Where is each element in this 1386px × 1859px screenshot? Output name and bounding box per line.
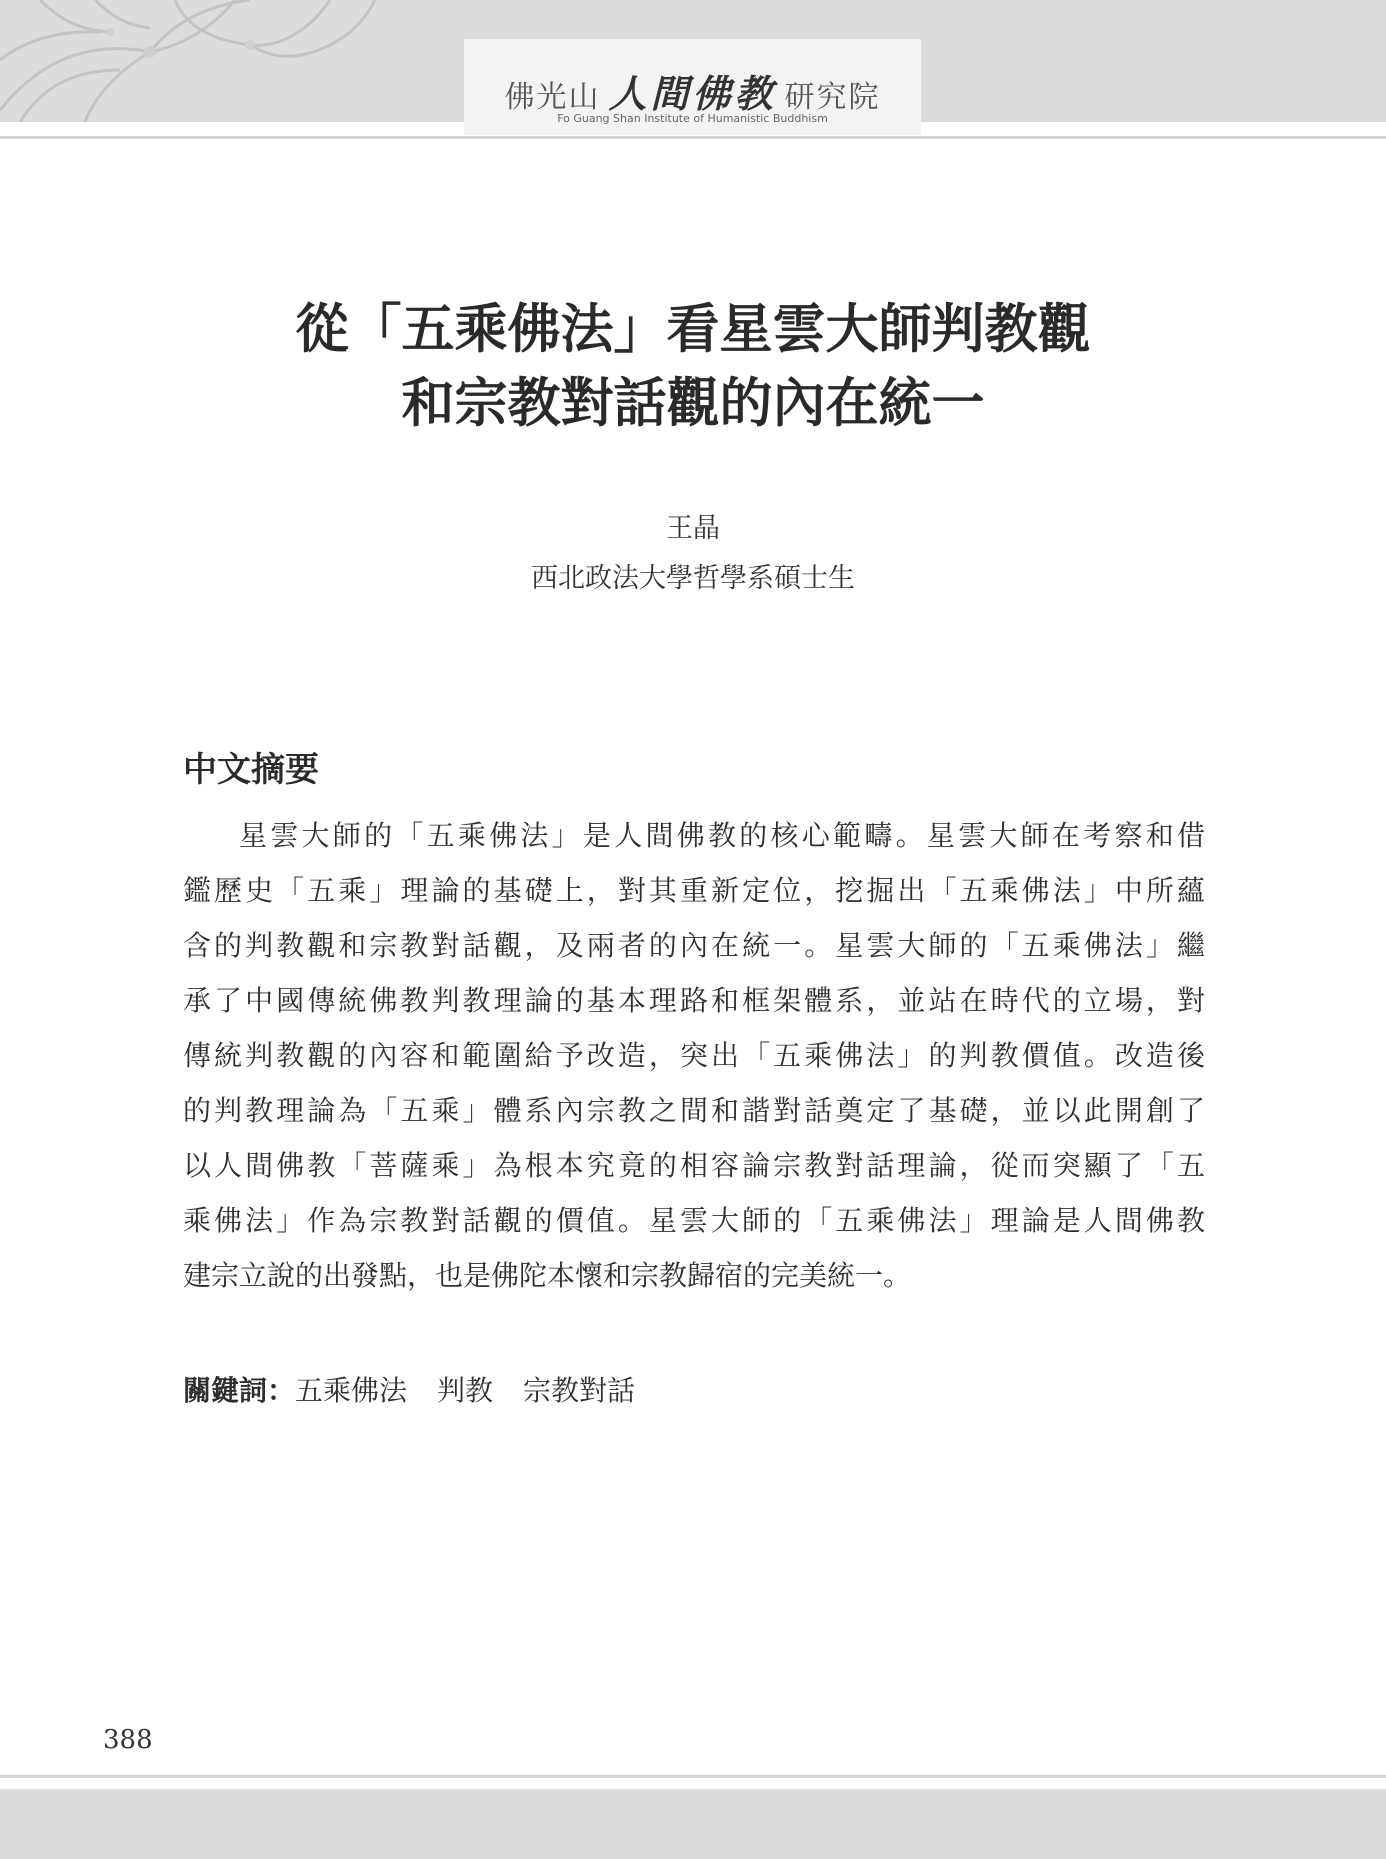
keywords-label: 關鍵詞： <box>183 1374 296 1407</box>
institute-logo <box>464 39 921 135</box>
abstract-line: 的判教理論為「五乘」體系內宗教之間和諧對話奠定了基礎，並以此開創了 <box>183 1094 1205 1127</box>
author-name: 王晶 <box>666 513 720 544</box>
abstract-line: 建宗立說的出發點，也是佛陀本懷和宗教歸宿的完美統一。 <box>183 1259 912 1292</box>
logo-left-text: 佛光山 <box>504 80 601 115</box>
page-number: 388 <box>103 1725 153 1755</box>
keyword-item: 五乘佛法 <box>295 1374 408 1407</box>
author-affiliation: 西北政法大學哲學系碩士生 <box>531 563 855 594</box>
article-title <box>0 292 1386 440</box>
keyword-item: 判教 <box>437 1374 494 1407</box>
title-line-2: 和宗教對話觀的內在統一 <box>401 372 985 434</box>
abstract-line: 乘佛法」作為宗教對話觀的價值。星雲大師的「五乘佛法」理論是人間佛教 <box>183 1204 1205 1237</box>
logo-script-text: 人間佛教 <box>608 71 777 116</box>
footer-band <box>0 1789 1386 1859</box>
keywords <box>183 1369 665 1409</box>
abstract-line: 傳統判教觀的內容和範圍給予改造，突出「五乘佛法」的判教價值。改造後 <box>183 1039 1205 1072</box>
logo-title <box>464 63 921 118</box>
logo-subtitle: Fo Guang Shan Institute of Humanistic Buddhism <box>557 112 828 125</box>
abstract-body <box>183 808 1205 1303</box>
abstract-line: 以人間佛教「菩薩乘」為根本究竟的相容論宗教對話理論，從而突顯了「五 <box>183 1149 1205 1182</box>
abstract-line: 承了中國傳統佛教判教理論的基本理路和框架體系，並站在時代的立場，對 <box>183 984 1205 1017</box>
keyword-item: 宗教對話 <box>523 1374 636 1407</box>
abstract-heading: 中文摘要 <box>183 750 319 790</box>
lotus-ornament-icon <box>0 0 380 122</box>
footer-rule <box>0 1775 1386 1778</box>
abstract-line: 含的判教觀和宗教對話觀，及兩者的內在統一。星雲大師的「五乘佛法」繼 <box>183 929 1205 962</box>
abstract-line: 鑑歷史「五乘」理論的基礎上，對其重新定位，挖掘出「五乘佛法」中所蘊 <box>183 874 1205 907</box>
abstract-line: 星雲大師的「五乘佛法」是人間佛教的核心範疇。星雲大師在考察和借 <box>239 819 1205 852</box>
header-rule <box>0 136 1386 139</box>
title-line-1: 從「五乘佛法」看星雲大師判教觀 <box>295 298 1091 360</box>
logo-right-text: 研究院 <box>784 80 881 115</box>
